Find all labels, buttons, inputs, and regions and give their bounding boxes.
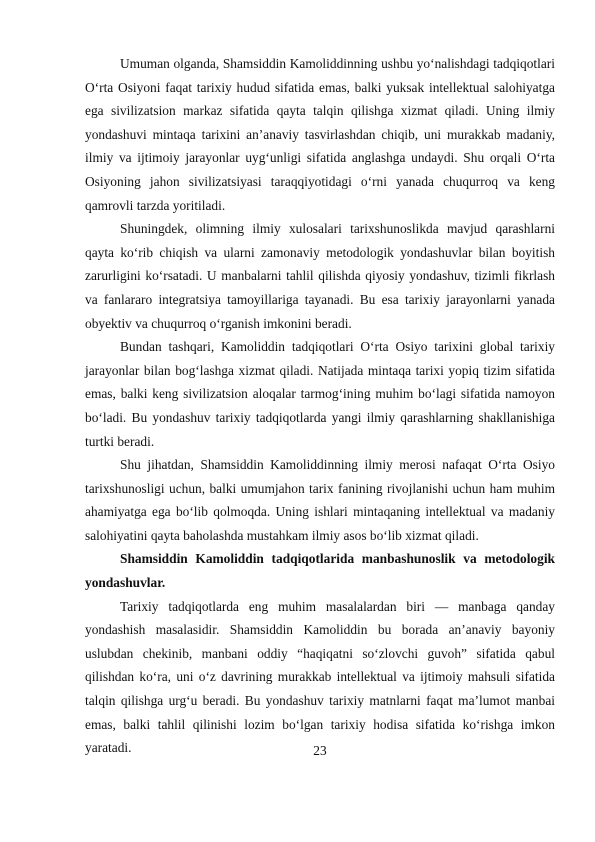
page-number: 23 (313, 743, 327, 758)
paragraph: Bundan tashqari, Kamoliddin tadqiqotlari O‘rta Osiyo tarixini global tarixiy jarayonlar bilan bog‘lashga xizmat qiladi. Natijada mintaqa tarixi yopiq tizim sifatida emas, balki keng sivilizatsion aloqalar tarmog‘ining muhim bo‘lagi sifatida namoyon bo‘ladi. Bu yondashuv tarixiy tadqiqotlarda yangi ilmiy qarashlarning shakllanishiga turtki beradi. (85, 339, 555, 449)
paragraph: Tarixiy tadqiqotlarda eng muhim masalalardan biri — manbaga qanday yondashish masalasidir. Shamsiddin Kamoliddin bu borada an’anaviy bayoniy uslubdan chekinib, manbani oddiy “haqiqatni so‘zlovchi guvoh” sifatida qabul qilishdan ko‘ra, uni o‘z davrining murakkab intellektual va ijtimoiy mahsuli sifatida talqin qilishga urg‘u beradi. Bu yondashuv tarixiy matnlarni faqat ma’lumot manbai emas, balki tahlil qilinishi lozim bo‘lgan tarixiy hodisa sifatida ko‘rishga imkon yaratadi. (85, 598, 555, 756)
paragraph: Shuningdek, olimning ilmiy xulosalari tarixshunoslikda mavjud qarashlarni qayta ko‘rib chiqish va ularni zamonaviy metodologik yondashuvlar bilan boyitish zarurligini ko‘rsatadi. U manbalarni tahlil qilishda qiyosiy yondashuv, tizimli fikrlash va fanlararo integratsiya tamoyillariga tayanadi. Bu esa tarixiy jarayonlarni yanada obyektiv va chuqurroq o‘rganish imkonini beradi. (85, 221, 555, 331)
paragraph: Umuman olganda, Shamsiddin Kamoliddinning ushbu yo‘nalishdagi tadqiqotlari O‘rta Osiyoni faqat tarixiy hudud sifatida emas, balki yuksak intellektual salohiyatga ega sivilizatsion markaz sifatida qayta talqin qilishga xizmat qiladi. Uning ilmiy yondashuvi mintaqa tarixini an’anaviy tasvirlashdan chiqib, uni murakkab madaniy, ilmiy va ijtimoiy jarayonlar uyg‘unligi sifatida anglashga undaydi. Shu orqali O‘rta Osiyoning jahon sivilizatsiyasi taraqqiyotidagi o‘rni yanada chuqurroq va keng qamrovli tarzda yoritiladi. (85, 56, 555, 213)
section-heading: Shamsiddin Kamoliddin tadqiqotlarida manbashunoslik va metodologik yondashuvlar. (85, 551, 555, 591)
document-body (85, 52, 555, 760)
paragraph: Shu jihatdan, Shamsiddin Kamoliddinning ilmiy merosi nafaqat O‘rta Osiyo tarixshunosligi uchun, balki umumjahon tarix fanining rivojlanishi uchun ham muhim ahamiyatga ega bo‘lib qolmoqda. Uning ishlari mintaqaning intellektual va madaniy salohiyatini qayta baholashda mustahkam ilmiy asos bo‘lib xizmat qiladi. (85, 457, 555, 543)
